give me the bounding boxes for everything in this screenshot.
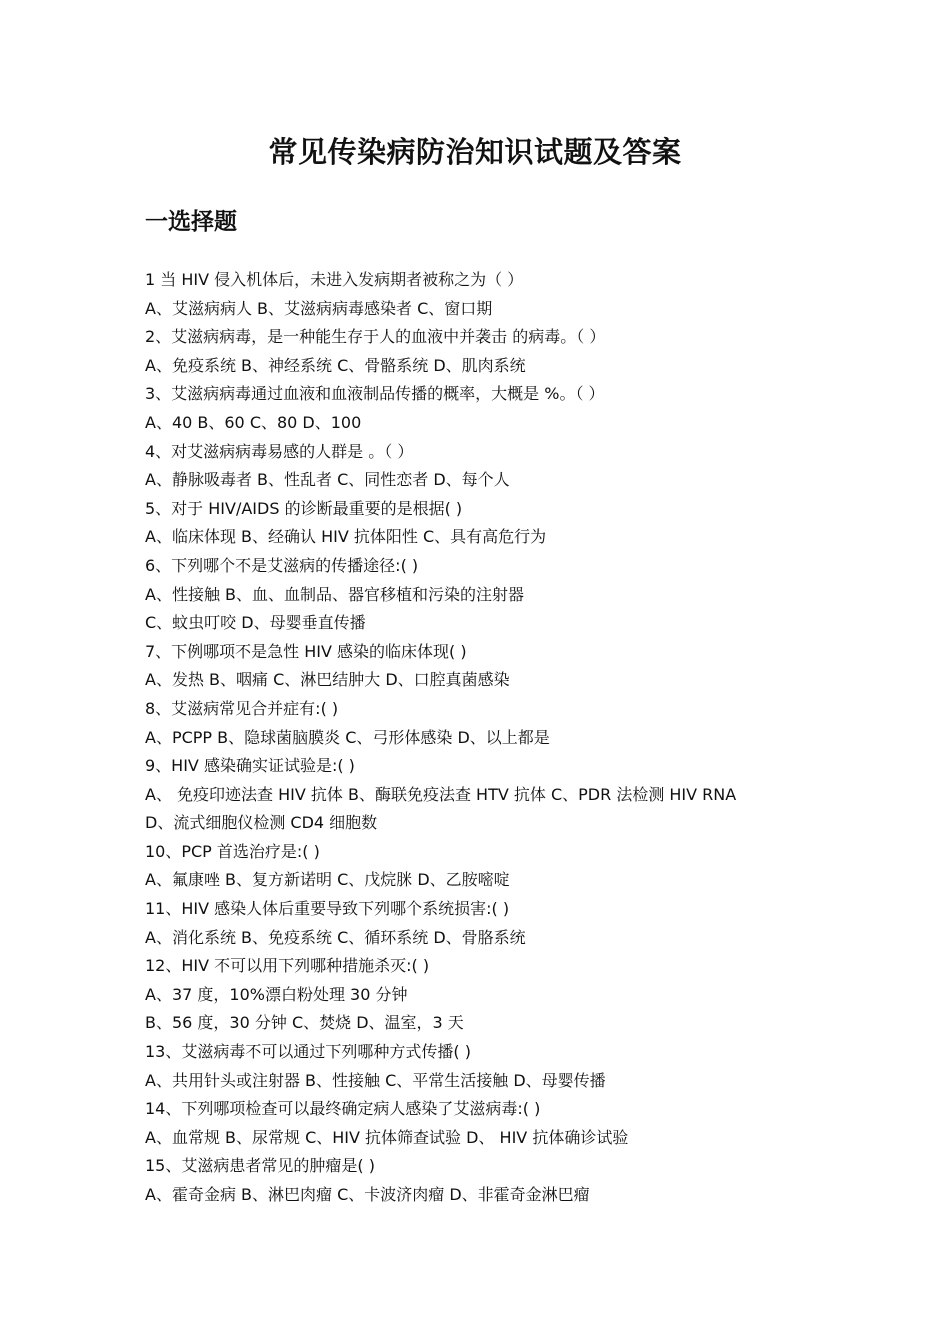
text-line: 8、艾滋病常见合并症有:( ) xyxy=(145,698,339,718)
text-line: 6、下列哪个不是艾滋病的传播途径:( ) xyxy=(145,555,419,575)
text-line: 1 当 HIV 侵入机体后，未进入发病期者被称之为（ ） xyxy=(145,270,524,289)
text-line: 7、下例哪项不是急性 HIV 感染的临床体现( ) xyxy=(145,641,467,661)
text-line: A、氟康唑 B、复方新诺明 C、戊烷脒 D、乙胺嘧啶 xyxy=(145,870,510,890)
text-line: 3、艾滋病病毒通过血液和血液制品传播的概率，大概是 %。（ ） xyxy=(145,384,605,404)
text-line: A、37 度，10%漂白粉处理 30 分钟 xyxy=(145,984,408,1004)
text-line: A、发热 B、咽痛 C、淋巴结肿大 D、口腔真菌感染 xyxy=(145,670,510,690)
text-line: A、性接触 B、血、血制品、器官移植和污染的注射器 xyxy=(145,584,525,604)
text-line: A、免疫系统 B、神经系统 C、骨骼系统 D、肌肉系统 xyxy=(145,355,526,375)
document-title: 常见传染病防治知识试题及答案 xyxy=(268,135,682,169)
text-line: A、血常规 B、尿常规 C、HIV 抗体筛查试验 D、 HIV 抗体确诊试验 xyxy=(145,1127,629,1147)
text-line: A、临床体现 B、经确认 HIV 抗体阳性 C、具有高危行为 xyxy=(145,527,547,547)
text-line: A、静脉吸毒者 B、性乱者 C、同性恋者 D、每个人 xyxy=(145,470,510,490)
text-line: 2、艾滋病病毒，是一种能生存于人的血液中并袭击 的病毒。（ ） xyxy=(145,327,606,347)
text-line: 15、艾滋病患者常见的肿瘤是( ) xyxy=(145,1156,375,1176)
text-line: A、 免疫印迹法查 HIV 抗体 B、酶联免疫法查 HTV 抗体 C、PDR 法检测 HIV RNA xyxy=(145,784,737,804)
text-line: 12、HIV 不可以用下列哪种措施杀灭:( ) xyxy=(145,956,430,976)
text-line: 11、HIV 感染人体后重要导致下列哪个系统损害:( ) xyxy=(145,899,510,919)
text-line: A、共用针头或注射器 B、性接触 C、平常生活接触 D、母婴传播 xyxy=(145,1070,606,1090)
text-line: 14、下列哪项检查可以最终确定病人感染了艾滋病毒:( ) xyxy=(145,1099,541,1119)
text-line: A、消化系统 B、免疫系统 C、循环系统 D、骨胳系统 xyxy=(145,927,526,947)
text-line: A、霍奇金病 B、淋巴肉瘤 C、卡波济肉瘤 D、非霍奇金淋巴瘤 xyxy=(145,1185,590,1204)
text-line: A、PCPP B、隐球菌脑膜炎 C、弓形体感染 D、以上都是 xyxy=(145,727,550,747)
text-line: 9、HIV 感染确实证试验是:( ) xyxy=(145,756,355,776)
text-line: 5、对于 HIV/AIDS 的诊断最重要的是根据( ) xyxy=(145,498,463,518)
text-line: D、流式细胞仪检测 CD4 细胞数 xyxy=(145,813,378,833)
text-line: 13、艾滋病毒不可以通过下列哪种方式传播( ) xyxy=(145,1042,471,1062)
section-heading: 一选择题 xyxy=(145,209,237,235)
text-line: A、艾滋病病人 B、艾滋病病毒感染者 C、窗口期 xyxy=(145,298,493,318)
text-line: 10、PCP 首选治疗是:( ) xyxy=(145,841,320,861)
text-line: 4、对艾滋病病毒易感的人群是 。（ ） xyxy=(145,441,414,461)
text-line: B、56 度，30 分钟 C、焚烧 D、温室，3 天 xyxy=(145,1013,464,1033)
text-line: C、蚊虫叮咬 D、母婴垂直传播 xyxy=(145,613,366,633)
text-line: A、40 B、60 C、80 D、100 xyxy=(145,412,362,432)
question-list xyxy=(145,266,845,1210)
